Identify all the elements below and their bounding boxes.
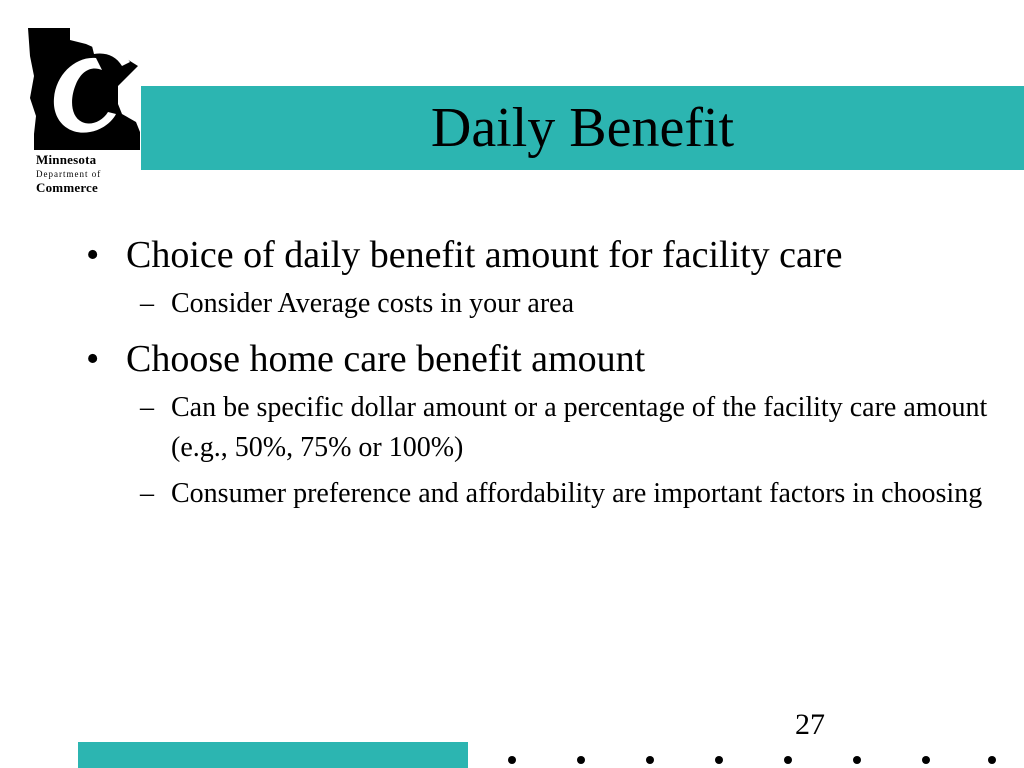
sub-bullet-text: Consumer preference and affordability are important factors in choosing: [171, 478, 983, 509]
sub-bullet-text: Can be specific dollar amount or a percentage of the facility care amount (e.g., 50%, 75% or 100%): [171, 392, 988, 463]
footer-dot: [784, 756, 792, 764]
footer-dot: [508, 756, 516, 764]
sub-bullet-item: [86, 474, 1006, 514]
footer-bar: [78, 742, 468, 768]
bullet-icon: •: [86, 234, 100, 276]
logo-minnesota-commerce: [26, 26, 142, 201]
sub-bullet-item: [86, 388, 1006, 468]
bullet-text: Choose home care benefit amount: [126, 338, 646, 380]
footer-dot: [988, 756, 996, 764]
bullet-icon: •: [86, 338, 100, 380]
bullet-item: [86, 336, 1006, 382]
footer-dot: [577, 756, 585, 764]
footer-dot: [922, 756, 930, 764]
page-number: 27: [795, 708, 825, 741]
footer-dot: [646, 756, 654, 764]
sub-bullet-item: [86, 284, 1006, 324]
slide-title: Daily Benefit: [430, 97, 735, 159]
dash-icon: –: [140, 288, 154, 319]
logo-line-1: Minnesota: [36, 152, 97, 167]
dash-icon: –: [140, 392, 154, 423]
bullet-list: [86, 232, 1006, 514]
minnesota-c-icon: [26, 26, 142, 152]
bullet-item: [86, 232, 1006, 278]
bullet-text: Choice of daily benefit amount for facility care: [126, 234, 843, 276]
sub-bullet-text: Consider Average costs in your area: [171, 288, 575, 319]
dash-icon: –: [140, 478, 154, 509]
footer-dot: [715, 756, 723, 764]
logo-line-2: Department of: [36, 169, 102, 179]
logo-line-3: Commerce: [36, 180, 98, 195]
footer-dot: [853, 756, 861, 764]
